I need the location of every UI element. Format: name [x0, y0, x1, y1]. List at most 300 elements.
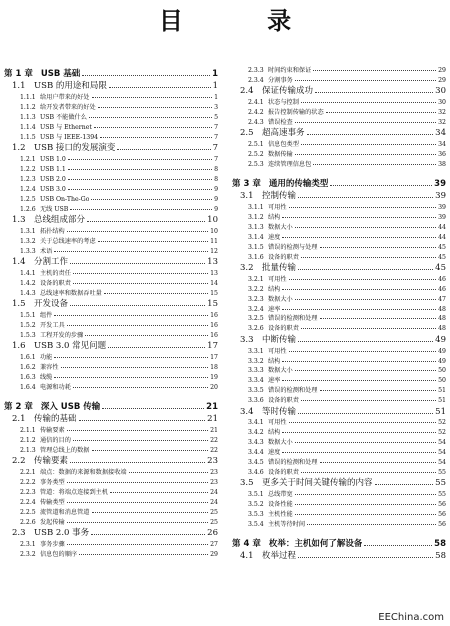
toc-entry-number: 1.1.2 [20, 104, 36, 112]
dot-leader [73, 273, 208, 274]
toc-entry-title: 传输的基础 [34, 414, 77, 425]
dot-leader [298, 413, 433, 414]
toc-sub-entry[interactable] [232, 322, 446, 332]
dot-leader [301, 144, 436, 145]
toc-section-entry[interactable] [232, 261, 446, 273]
toc-entry-title: USB 1.0 [40, 156, 66, 164]
toc-entry-page: 3 [214, 104, 218, 112]
dot-leader [54, 251, 208, 252]
dot-leader [301, 400, 436, 401]
toc-entry-title: 批量传输 [262, 263, 297, 274]
dot-leader [298, 341, 433, 342]
toc-sub-entry[interactable] [232, 283, 446, 293]
toc-entry-number: 3.3.1 [248, 347, 264, 355]
toc-entry-page: 55 [435, 478, 446, 489]
toc-entry-page: 15 [207, 299, 218, 310]
dot-leader [298, 269, 433, 270]
toc-sub-entry[interactable] [232, 138, 446, 148]
toc-entry-title: 可用性 [268, 347, 287, 355]
toc-entry-page: 46 [438, 285, 446, 293]
toc-entry-title: USB 的用途和局限 [34, 81, 107, 92]
toc-section-entry[interactable] [4, 526, 218, 538]
toc-sub-entry[interactable] [4, 153, 218, 163]
toc-entry-title: 速率 [268, 377, 281, 385]
dot-leader [301, 257, 436, 258]
toc-sub-entry[interactable] [232, 293, 446, 303]
toc-section-entry[interactable] [4, 412, 218, 424]
toc-sub-entry[interactable] [232, 446, 446, 456]
toc-entry-number: 3.2.2 [248, 285, 264, 293]
toc-sub-entry[interactable] [4, 371, 218, 381]
toc-entry-page: 16 [210, 321, 218, 329]
dot-leader [320, 390, 437, 391]
toc-entry-page: 58 [435, 551, 446, 562]
toc-entry-title: 传输类型 [40, 498, 65, 506]
toc-sub-entry[interactable] [232, 303, 446, 313]
toc-sub-entry[interactable] [232, 365, 446, 375]
toc-entry-number: 1.3.1 [20, 227, 36, 235]
dot-leader [320, 462, 437, 463]
toc-entry-page: 9 [214, 185, 218, 193]
toc-left-column [4, 64, 218, 558]
toc-entry-number: 3.3.4 [248, 377, 264, 385]
dot-leader [289, 422, 437, 423]
toc-sub-entry[interactable] [4, 486, 218, 496]
toc-entry-page: 34 [438, 141, 446, 149]
toc-entry-page: 7 [214, 123, 218, 131]
toc-entry-page: 7 [214, 133, 218, 141]
dot-leader [98, 107, 212, 108]
dot-leader [364, 545, 432, 546]
toc-sub-entry[interactable] [4, 361, 218, 371]
toc-entry-title: USB 与 IEEE-1394 [40, 133, 99, 141]
toc-entry-number: 3.5.1 [248, 491, 264, 499]
toc-sub-entry[interactable] [4, 183, 218, 193]
toc-right-column [232, 64, 446, 561]
toc-section-entry[interactable] [232, 476, 446, 488]
toc-entry-title: USB 不能做什么 [40, 114, 87, 122]
dot-leader [301, 472, 436, 473]
toc-entry-number: 3.4.1 [248, 419, 264, 427]
toc-entry-page: 18 [210, 363, 218, 371]
toc-entry-title: 错误的检测与处理 [268, 243, 318, 251]
toc-entry-title: 结构 [268, 429, 281, 437]
toc-entry-page: 10 [207, 214, 218, 225]
toc-entry-page: 23 [207, 456, 218, 467]
toc-entry-page: 56 [438, 501, 446, 509]
toc-entry-page: 46 [438, 275, 446, 283]
toc-entry-number: 3.5.4 [248, 520, 264, 528]
toc-sub-entry[interactable] [232, 158, 446, 168]
toc-entry-page: 25 [210, 518, 218, 526]
toc-entry-number: 1.5 [12, 299, 26, 310]
toc-section-entry[interactable] [4, 297, 218, 309]
toc-entry-title: 可用性 [268, 419, 287, 427]
toc-entry-title: 速度 [268, 233, 281, 241]
toc-entry-number: 1.2.6 [20, 205, 36, 213]
toc-entry-page: 10 [210, 227, 218, 235]
dot-leader [67, 522, 208, 523]
toc-entry-page: 51 [438, 397, 446, 405]
toc-sub-entry[interactable] [4, 516, 218, 526]
toc-entry-number: 2.5.2 [248, 151, 264, 159]
toc-entry-page: 39 [435, 191, 446, 202]
toc-sub-entry[interactable] [232, 64, 446, 74]
dot-leader [301, 102, 436, 103]
toc-entry-title: USB 3.0 [40, 185, 66, 193]
toc-entry-title: 兼容性 [40, 363, 59, 371]
toc-sub-entry[interactable] [4, 381, 218, 391]
dot-leader [73, 440, 208, 441]
dot-leader [282, 380, 436, 381]
toc-entry-number: 1.1.3 [20, 114, 36, 122]
dot-leader [315, 92, 433, 93]
toc-entry-title: 错误的检测和处理 [268, 387, 318, 395]
toc-chapter-entry[interactable] [4, 64, 218, 79]
toc-entry-title: USB 与 Ethernet [40, 123, 92, 131]
toc-entry-title: 术语 [40, 247, 53, 255]
toc-sub-entry[interactable] [4, 245, 218, 255]
toc-entry-page: 32 [438, 108, 446, 116]
toc-entry-number: 3.3.5 [248, 387, 264, 395]
toc-entry-number: 3.3.2 [248, 357, 264, 365]
toc-entry-number: 3.4.3 [248, 439, 264, 447]
dot-leader [295, 504, 436, 505]
toc-entry-number: 1.2.5 [20, 195, 36, 203]
dot-leader [375, 484, 434, 485]
toc-sub-entry[interactable] [232, 426, 446, 436]
toc-entry-page: 44 [438, 223, 446, 231]
toc-entry-page: 7 [214, 156, 218, 164]
toc-entry-page: 30 [435, 86, 446, 97]
toc-entry-title: 发起传输 [40, 518, 65, 526]
toc-sub-entry[interactable] [4, 444, 218, 454]
dot-leader [67, 325, 208, 326]
toc-section-entry[interactable] [4, 339, 218, 351]
dot-leader [295, 514, 436, 515]
toc-entry-number: 1.5.1 [20, 311, 36, 319]
toc-sub-entry[interactable] [232, 345, 446, 355]
toc-sub-entry[interactable] [232, 106, 446, 116]
toc-entry-page: 22 [210, 436, 218, 444]
toc-entry-number: 3.1.2 [248, 214, 264, 222]
toc-entry-number: 2.2 [12, 456, 26, 467]
toc-sub-entry[interactable] [4, 121, 218, 131]
toc-entry-number: 2.1 [12, 414, 26, 425]
toc-entry-title: 数据传输 [268, 151, 293, 159]
toc-sub-entry[interactable] [232, 96, 446, 106]
toc-entry-page: 29 [210, 550, 218, 558]
toc-entry-number: 2.3.1 [20, 540, 36, 548]
toc-section-entry[interactable] [4, 79, 218, 91]
watermark: EEChina.com [378, 612, 444, 623]
toc-entry-number: 3.3.6 [248, 397, 264, 405]
toc-entry-title: 中断传输 [262, 334, 297, 345]
toc-sub-entry[interactable] [232, 466, 446, 476]
dot-leader [68, 159, 212, 160]
toc-sub-entry[interactable] [4, 548, 218, 558]
toc-chapter-entry[interactable] [4, 397, 218, 412]
toc-sub-entry[interactable] [232, 355, 446, 365]
toc-sub-entry[interactable] [4, 267, 218, 277]
toc-entry-title: 分割事务 [268, 76, 293, 84]
toc-entry-title: USB 3.0 常见问题 [34, 341, 107, 352]
toc-entry-number: 3.2 [240, 263, 254, 274]
dot-leader [295, 122, 436, 123]
toc-entry-title: 时间约束和保证 [268, 66, 312, 74]
toc-entry-number: 第 1 章 [4, 69, 33, 79]
dot-leader [109, 87, 211, 88]
toc-entry-number: 1.3.2 [20, 237, 36, 245]
toc-entry-number: 1.5.2 [20, 321, 36, 329]
toc-entry-title: 信息包类型 [268, 141, 299, 149]
toc-sub-entry[interactable] [232, 456, 446, 466]
toc-entry-number: 2.4 [240, 86, 254, 97]
toc-sub-entry[interactable] [232, 201, 446, 211]
toc-entry-number: 1.4 [12, 257, 26, 268]
toc-sub-entry[interactable] [232, 374, 446, 384]
toc-entry-number: 1.1 [12, 81, 26, 92]
toc-entry-title: 给开发者带来的好处 [40, 104, 96, 112]
toc-entry-page: 24 [210, 488, 218, 496]
dot-leader [108, 347, 205, 348]
toc-sub-entry[interactable] [232, 116, 446, 126]
toc-sub-entry[interactable] [4, 287, 218, 297]
toc-entry-number: 1.6.1 [20, 354, 36, 362]
toc-sub-entry[interactable] [4, 91, 218, 101]
toc-sub-entry[interactable] [4, 163, 218, 173]
toc-sub-entry[interactable] [232, 313, 446, 323]
toc-entry-page: 39 [434, 178, 446, 189]
toc-sub-entry[interactable] [4, 476, 218, 486]
page-title: 目 录 [158, 7, 330, 35]
dot-leader [73, 283, 208, 284]
toc-sub-entry[interactable] [4, 466, 218, 476]
toc-entry-number: 1.2.1 [20, 156, 36, 164]
toc-entry-page: 13 [207, 257, 218, 268]
toc-section-entry[interactable] [4, 141, 218, 153]
toc-entry-title: 总线速率和数据吞吐量 [40, 289, 102, 297]
toc-sub-entry[interactable] [4, 496, 218, 506]
toc-entry-page: 58 [434, 538, 446, 549]
toc-chapter-entry[interactable] [232, 174, 446, 189]
toc-entry-title: 数据大小 [268, 439, 293, 447]
toc-entry-page: 56 [438, 520, 446, 528]
dot-leader [313, 70, 436, 71]
toc-sub-entry[interactable] [232, 488, 446, 498]
toc-sub-entry[interactable] [232, 221, 446, 231]
toc-entry-number: 3.5 [240, 478, 254, 489]
dot-leader [100, 137, 212, 138]
toc-entry-page: 8 [214, 175, 218, 183]
toc-entry-title: 可用性 [268, 275, 287, 283]
dot-leader [73, 387, 208, 388]
toc-entry-page: 38 [438, 160, 446, 168]
toc-sub-entry[interactable] [4, 193, 218, 203]
toc-sub-entry[interactable] [232, 251, 446, 261]
toc-entry-page: 50 [438, 377, 446, 385]
dot-leader [89, 117, 212, 118]
toc-section-entry[interactable] [4, 213, 218, 225]
toc-entry-number: 3.2.5 [248, 315, 264, 323]
toc-sub-entry[interactable] [4, 538, 218, 548]
toc-entry-number: 1.4.1 [20, 269, 36, 277]
toc-entry-number: 1.1.4 [20, 123, 36, 131]
dot-leader [282, 432, 436, 433]
dot-leader [330, 185, 432, 186]
toc-sub-entry[interactable] [4, 277, 218, 287]
toc-entry-title: 线缆 [40, 373, 53, 381]
dot-leader [326, 112, 436, 113]
toc-entry-number: 2.1.1 [20, 427, 36, 434]
dot-leader [298, 557, 433, 558]
toc-entry-page: 17 [210, 354, 218, 362]
toc-sub-entry[interactable] [232, 241, 446, 251]
toc-sub-entry[interactable] [232, 74, 446, 84]
toc-section-entry[interactable] [232, 84, 446, 96]
toc-entry-number: 2.2.3 [20, 488, 36, 496]
toc-entry-number: 2.3 [12, 527, 26, 538]
toc-sub-entry[interactable] [232, 498, 446, 508]
toc-entry-number: 3.4.4 [248, 449, 264, 457]
toc-entry-page: 5 [214, 114, 218, 122]
toc-entry-page: 36 [438, 151, 446, 159]
toc-entry-title: 管道：将端点连接到主机 [40, 488, 109, 496]
toc-entry-page: 8 [214, 166, 218, 174]
toc-entry-title: 结构 [268, 214, 281, 222]
toc-sub-entry[interactable] [4, 101, 218, 111]
toc-entry-title: 设备的职责 [268, 468, 299, 476]
toc-sub-entry[interactable] [232, 436, 446, 446]
toc-sub-entry[interactable] [4, 424, 218, 434]
toc-entry-title: 错误检查 [268, 118, 293, 126]
toc-entry-page: 9 [214, 195, 218, 203]
toc-entry-page: 17 [207, 341, 218, 352]
toc-entry-title: 分割工作 [34, 257, 69, 268]
toc-entry-number: 4.1 [240, 551, 254, 562]
toc-sub-entry[interactable] [4, 173, 218, 183]
toc-entry-number: 1.6.3 [20, 373, 36, 381]
dot-leader [282, 237, 436, 238]
toc-sub-entry[interactable] [4, 309, 218, 319]
toc-entry-title: USB 2.0 [40, 175, 66, 183]
toc-entry-number: 1.6.4 [20, 383, 36, 391]
toc-entry-title: 主机等待时间 [268, 520, 306, 528]
toc-entry-title: 速率 [268, 305, 281, 313]
dot-leader [298, 197, 433, 198]
toc-entry-number: 1.2.3 [20, 175, 36, 183]
toc-entry-number: 3.5.3 [248, 510, 264, 518]
toc-section-entry[interactable] [232, 332, 446, 344]
toc-entry-title: 无线 USB [40, 205, 69, 213]
toc-entry-page: 56 [438, 510, 446, 518]
toc-entry-page: 32 [438, 118, 446, 126]
toc-entry-page: 26 [207, 527, 218, 538]
toc-entry-page: 45 [438, 253, 446, 261]
toc-entry-number: 2.2.6 [20, 518, 36, 526]
toc-entry-page: 49 [438, 347, 446, 355]
toc-sub-entry[interactable] [4, 506, 218, 516]
toc-sub-entry[interactable] [232, 231, 446, 241]
dot-leader [282, 361, 436, 362]
toc-sub-entry[interactable] [232, 508, 446, 518]
toc-sub-entry[interactable] [232, 211, 446, 221]
toc-entry-title: 流管道和消息管道 [40, 508, 90, 516]
toc-section-entry[interactable] [4, 255, 218, 267]
toc-entry-title: 总线组成部分 [34, 214, 86, 225]
toc-sub-entry[interactable] [4, 225, 218, 235]
toc-entry-title: 事务类型 [40, 478, 65, 486]
toc-entry-number: 2.3.4 [248, 76, 264, 84]
toc-section-entry[interactable] [232, 404, 446, 416]
dot-leader [67, 231, 208, 232]
toc-entry-number: 1.3.3 [20, 247, 36, 255]
toc-entry-page: 14 [210, 279, 218, 287]
toc-entry-number: 3.1.3 [248, 223, 264, 231]
dot-leader [70, 263, 205, 264]
toc-sub-entry[interactable] [232, 417, 446, 427]
dot-leader [92, 450, 209, 451]
toc-entry-page: 29 [438, 76, 446, 84]
toc-entry-page: 1 [214, 94, 218, 102]
dot-leader [92, 512, 209, 513]
toc-entry-number: 3.3 [240, 334, 254, 345]
dot-leader [94, 127, 212, 128]
toc-section-entry[interactable] [232, 126, 446, 138]
toc-entry-title: 主机性能 [268, 510, 293, 518]
toc-sub-entry[interactable] [232, 518, 446, 528]
toc-entry-number: 1.3 [12, 214, 26, 225]
toc-entry-number: 1.2.4 [20, 185, 36, 193]
toc-section-entry[interactable] [232, 549, 446, 561]
toc-sub-entry[interactable] [232, 273, 446, 283]
toc-section-entry[interactable] [4, 454, 218, 466]
toc-sub-entry[interactable] [4, 203, 218, 213]
toc-entry-number: 2.1.3 [20, 446, 36, 454]
toc-entry-page: 21 [206, 401, 218, 412]
toc-sub-entry[interactable] [4, 351, 218, 361]
toc-entry-number: 2.1.2 [20, 436, 36, 444]
toc-sub-entry[interactable] [4, 235, 218, 245]
toc-entry-number: 1.2 [12, 143, 26, 154]
toc-entry-number: 1.6.2 [20, 363, 36, 371]
dot-leader [117, 149, 210, 150]
dot-leader [79, 554, 208, 555]
toc-entry-title: USB On-The-Go [40, 195, 90, 203]
toc-entry-title: USB 基础 [40, 69, 81, 79]
toc-sub-entry[interactable] [4, 329, 218, 339]
toc-sub-entry[interactable] [4, 111, 218, 121]
toc-chapter-entry[interactable] [232, 534, 446, 549]
toc-sub-entry[interactable] [4, 434, 218, 444]
toc-entry-page: 39 [438, 204, 446, 212]
toc-entry-page: 21 [210, 427, 218, 434]
toc-entry-title: 关于总线速率的考虑 [40, 237, 96, 245]
toc-sub-entry[interactable] [232, 394, 446, 404]
dot-leader [295, 80, 436, 81]
toc-sub-entry[interactable] [232, 384, 446, 394]
toc-section-entry[interactable] [232, 189, 446, 201]
toc-entry-page: 52 [438, 429, 446, 437]
toc-sub-entry[interactable] [4, 131, 218, 141]
toc-entry-page: 47 [438, 295, 446, 303]
toc-sub-entry[interactable] [4, 319, 218, 329]
toc-entry-title: 设备的职责 [40, 279, 71, 287]
toc-sub-entry[interactable] [232, 148, 446, 158]
toc-entry-page: 23 [210, 478, 218, 486]
toc-entry-title: USB 1.1 [40, 166, 66, 174]
toc-entry-title: 设备性能 [268, 501, 293, 509]
